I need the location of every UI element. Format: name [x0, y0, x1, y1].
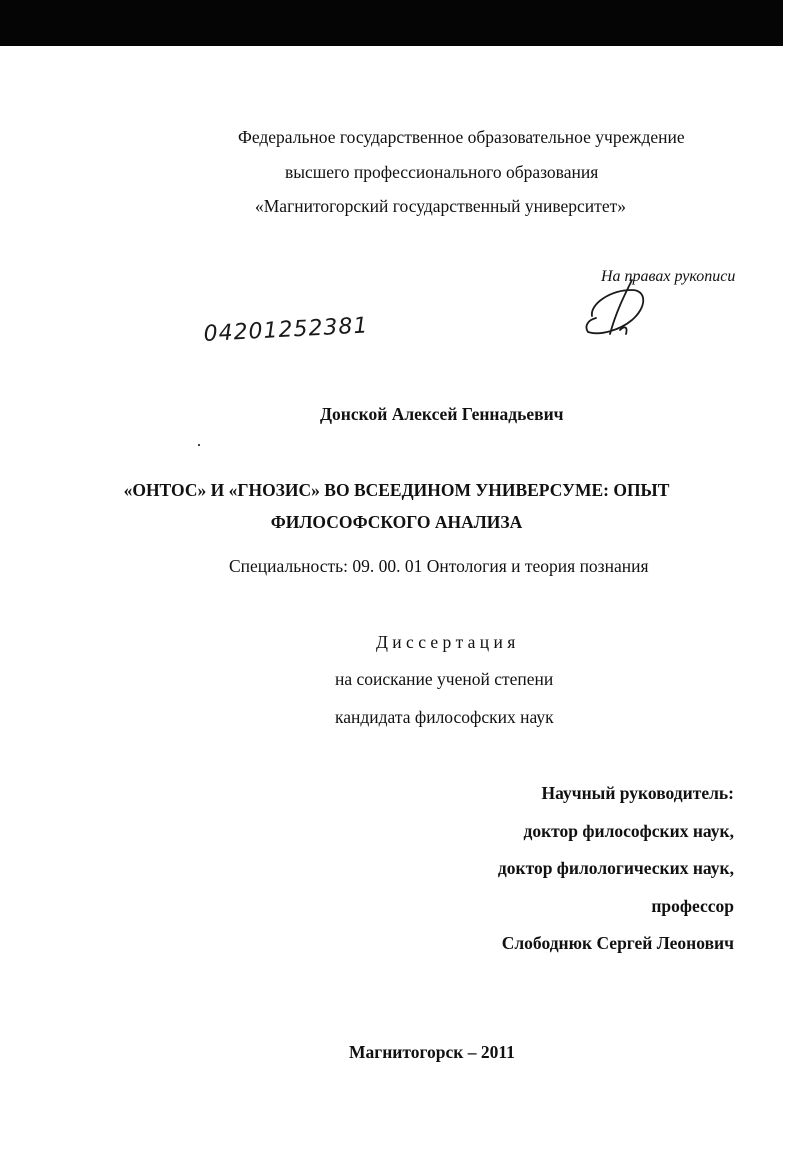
- supervisor-heading: Научный руководитель:: [541, 783, 734, 803]
- degree-line-1: на соискание ученой степени: [335, 669, 554, 689]
- institution-line-2: высшего профессионального образования: [285, 162, 599, 182]
- degree-line-2: кандидата философских наук: [335, 707, 554, 727]
- scan-speck: [198, 444, 200, 446]
- institution-line-1: Федеральное государственное образовательное учреждение: [238, 127, 685, 147]
- manuscript-note: На правах рукописи: [601, 268, 736, 285]
- supervisor-degree-1: доктор философских наук,: [523, 821, 734, 841]
- document-type: Д и с с е р т а ц и я: [376, 632, 516, 652]
- institution-line-3: «Магнитогорский государственный университет»: [255, 196, 626, 216]
- dissertation-title-line-2: ФИЛОСОФСКОГО АНАЛИЗА: [270, 512, 523, 532]
- supervisor-degree-2: доктор филологических наук,: [497, 858, 734, 878]
- place-year: Магнитогорск – 2011: [349, 1042, 515, 1062]
- supervisor-name: Слободнюк Сергей Леонович: [501, 933, 734, 953]
- specialty: Специальность: 09. 00. 01 Онтология и теория познания: [229, 556, 649, 576]
- dissertation-title-line-1: «ОНТОС» И «ГНОЗИС» ВО ВСЕЕДИНОМ УНИВЕРСУМЕ: ОПЫТ: [123, 480, 670, 500]
- scan-edge-bar: [0, 0, 783, 46]
- handwritten-catalog-number: 04201252381: [203, 313, 370, 347]
- signature-mark: [580, 276, 660, 346]
- author-name: Донской Алексей Геннадьевич: [320, 404, 564, 424]
- supervisor-rank: профессор: [651, 896, 734, 916]
